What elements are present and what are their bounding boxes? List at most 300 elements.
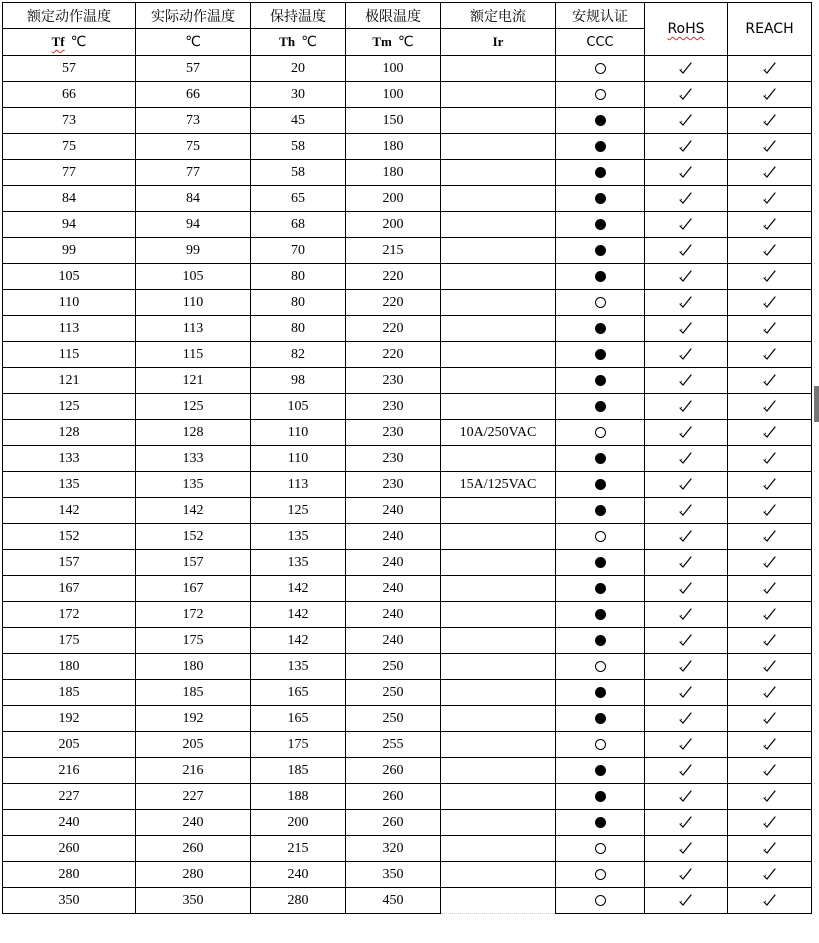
filled-circle-icon xyxy=(595,271,606,282)
filled-circle-icon xyxy=(595,557,606,568)
current-rating-cell xyxy=(441,56,556,82)
checkmark-icon xyxy=(678,191,694,205)
rohs-cell xyxy=(645,758,728,784)
current-rating-cell xyxy=(441,680,556,706)
current-rating-cell xyxy=(441,810,556,836)
checkmark-icon xyxy=(762,581,778,595)
limit-temp-cell: 230 xyxy=(346,446,441,472)
hold-temp-cell: 80 xyxy=(251,316,346,342)
current-rating-cell xyxy=(441,602,556,628)
current-rating-cell xyxy=(441,888,556,914)
spec-table xyxy=(2,2,812,914)
ccc-cell xyxy=(556,446,645,472)
actual-temp-cell: 240 xyxy=(136,810,251,836)
checkmark-icon xyxy=(762,87,778,101)
table-row xyxy=(3,368,812,394)
limit-temp-cell: 230 xyxy=(346,394,441,420)
table-row xyxy=(3,82,812,108)
actual-temp-cell: 142 xyxy=(136,498,251,524)
reach-cell xyxy=(728,108,812,134)
limit-temp-cell: 240 xyxy=(346,576,441,602)
checkmark-icon xyxy=(762,295,778,309)
ccc-cell xyxy=(556,82,645,108)
checkmark-icon xyxy=(678,399,694,413)
reach-cell xyxy=(728,498,812,524)
tf-cell: 94 xyxy=(3,212,136,238)
hold-temp-cell: 58 xyxy=(251,134,346,160)
reach-cell xyxy=(728,446,812,472)
ccc-cell xyxy=(556,680,645,706)
filled-circle-icon xyxy=(595,401,606,412)
checkmark-icon xyxy=(762,399,778,413)
actual-temp-cell: 125 xyxy=(136,394,251,420)
hold-temp-cell: 165 xyxy=(251,680,346,706)
tf-cell: 57 xyxy=(3,56,136,82)
current-rating-cell xyxy=(441,628,556,654)
ccc-cell xyxy=(556,108,645,134)
rohs-cell xyxy=(645,472,728,498)
hold-temp-cell: 188 xyxy=(251,784,346,810)
actual-temp-cell: 75 xyxy=(136,134,251,160)
header-th xyxy=(251,29,346,56)
hold-temp-cell: 135 xyxy=(251,524,346,550)
filled-circle-icon xyxy=(595,453,606,464)
reach-cell xyxy=(728,862,812,888)
reach-cell xyxy=(728,784,812,810)
checkmark-icon xyxy=(678,529,694,543)
ccc-cell xyxy=(556,316,645,342)
current-rating-cell xyxy=(441,836,556,862)
checkmark-icon xyxy=(762,451,778,465)
limit-temp-cell: 240 xyxy=(346,602,441,628)
tf-unit: ℃ xyxy=(70,34,87,50)
actual-temp-cell: 157 xyxy=(136,550,251,576)
rohs-cell xyxy=(645,810,728,836)
rohs-cell xyxy=(645,368,728,394)
header-tm xyxy=(346,29,441,56)
checkmark-icon xyxy=(762,373,778,387)
filled-circle-icon xyxy=(595,167,606,178)
tf-cell: 125 xyxy=(3,394,136,420)
actual-temp-cell: 175 xyxy=(136,628,251,654)
checkmark-icon xyxy=(678,711,694,725)
checkmark-icon xyxy=(678,373,694,387)
hold-temp-cell: 135 xyxy=(251,550,346,576)
actual-temp-cell: 66 xyxy=(136,82,251,108)
table-row xyxy=(3,628,812,654)
tf-cell: 157 xyxy=(3,550,136,576)
checkmark-icon xyxy=(762,217,778,231)
checkmark-icon xyxy=(678,581,694,595)
current-rating-cell xyxy=(441,160,556,186)
hold-temp-cell: 82 xyxy=(251,342,346,368)
table-row xyxy=(3,160,812,186)
hold-temp-cell: 68 xyxy=(251,212,346,238)
checkmark-icon xyxy=(762,347,778,361)
ccc-cell xyxy=(556,576,645,602)
table-row xyxy=(3,264,812,290)
reach-cell xyxy=(728,160,812,186)
limit-temp-cell: 180 xyxy=(346,134,441,160)
checkmark-icon xyxy=(762,711,778,725)
table-row xyxy=(3,836,812,862)
actual-unit: ℃ xyxy=(185,34,201,50)
filled-circle-icon xyxy=(595,375,606,386)
filled-circle-icon xyxy=(595,219,606,230)
tf-cell: 121 xyxy=(3,368,136,394)
header-safety-cert: 安规认证 xyxy=(556,3,645,29)
checkmark-icon xyxy=(678,685,694,699)
checkmark-icon xyxy=(762,139,778,153)
checkmark-icon xyxy=(678,763,694,777)
rohs-cell xyxy=(645,264,728,290)
checkmark-icon xyxy=(762,789,778,803)
checkmark-icon xyxy=(762,165,778,179)
reach-cell xyxy=(728,810,812,836)
rohs-cell xyxy=(645,160,728,186)
tf-cell: 260 xyxy=(3,836,136,862)
actual-temp-cell: 121 xyxy=(136,368,251,394)
open-circle-icon xyxy=(595,739,606,750)
tf-cell: 142 xyxy=(3,498,136,524)
table-row xyxy=(3,394,812,420)
actual-temp-cell: 227 xyxy=(136,784,251,810)
ccc-cell xyxy=(556,368,645,394)
table-row xyxy=(3,420,812,446)
filled-circle-icon xyxy=(595,479,606,490)
checkmark-icon xyxy=(678,113,694,127)
checkmark-icon xyxy=(762,61,778,75)
ccc-cell xyxy=(556,290,645,316)
checkmark-icon xyxy=(762,191,778,205)
current-rating-cell xyxy=(441,784,556,810)
ccc-cell xyxy=(556,888,645,914)
reach-cell xyxy=(728,706,812,732)
reach-cell xyxy=(728,472,812,498)
checkmark-icon xyxy=(678,737,694,751)
reach-cell xyxy=(728,576,812,602)
current-rating-cell xyxy=(441,290,556,316)
current-rating-cell xyxy=(441,862,556,888)
checkmark-icon xyxy=(678,425,694,439)
hold-temp-cell: 185 xyxy=(251,758,346,784)
tm-unit: ℃ xyxy=(397,34,414,50)
hold-temp-cell: 142 xyxy=(251,602,346,628)
ccc-cell xyxy=(556,732,645,758)
ccc-cell xyxy=(556,524,645,550)
ccc-cell xyxy=(556,56,645,82)
hold-temp-cell: 125 xyxy=(251,498,346,524)
open-circle-icon xyxy=(595,297,606,308)
tf-cell: 128 xyxy=(3,420,136,446)
table-row xyxy=(3,810,812,836)
current-rating-cell xyxy=(441,368,556,394)
table-row xyxy=(3,784,812,810)
hold-temp-cell: 98 xyxy=(251,368,346,394)
checkmark-icon xyxy=(678,477,694,491)
hold-temp-cell: 70 xyxy=(251,238,346,264)
tf-cell: 185 xyxy=(3,680,136,706)
filled-circle-icon xyxy=(595,817,606,828)
header-hold-temp: 保持温度 xyxy=(251,3,346,29)
ccc-cell xyxy=(556,550,645,576)
rohs-cell xyxy=(645,706,728,732)
hold-temp-cell: 58 xyxy=(251,160,346,186)
open-circle-icon xyxy=(595,869,606,880)
actual-temp-cell: 185 xyxy=(136,680,251,706)
header-rohs xyxy=(645,3,728,56)
tf-cell: 99 xyxy=(3,238,136,264)
table-row xyxy=(3,550,812,576)
reach-cell xyxy=(728,628,812,654)
reach-cell xyxy=(728,420,812,446)
ccc-cell xyxy=(556,706,645,732)
table-row xyxy=(3,186,812,212)
open-circle-icon xyxy=(595,661,606,672)
actual-temp-cell: 99 xyxy=(136,238,251,264)
open-circle-icon xyxy=(595,89,606,100)
checkmark-icon xyxy=(762,607,778,621)
checkmark-icon xyxy=(762,659,778,673)
hold-temp-cell: 142 xyxy=(251,628,346,654)
reach-cell xyxy=(728,316,812,342)
current-rating-cell xyxy=(441,706,556,732)
rohs-cell xyxy=(645,628,728,654)
tf-cell: 152 xyxy=(3,524,136,550)
header-tf xyxy=(3,29,136,56)
hold-temp-cell: 142 xyxy=(251,576,346,602)
filled-circle-icon xyxy=(595,323,606,334)
ccc-cell xyxy=(556,498,645,524)
th-label: Th xyxy=(279,34,296,49)
tf-label: Tf xyxy=(51,34,65,49)
tm-label: Tm xyxy=(372,34,392,49)
ccc-cell xyxy=(556,394,645,420)
current-rating-cell xyxy=(441,394,556,420)
actual-temp-cell: 110 xyxy=(136,290,251,316)
actual-temp-cell: 84 xyxy=(136,186,251,212)
reach-cell xyxy=(728,342,812,368)
rohs-cell xyxy=(645,56,728,82)
filled-circle-icon xyxy=(595,765,606,776)
table-row xyxy=(3,446,812,472)
reach-cell xyxy=(728,238,812,264)
filled-circle-icon xyxy=(595,609,606,620)
current-rating-cell xyxy=(441,498,556,524)
rohs-cell xyxy=(645,524,728,550)
current-rating-cell xyxy=(441,758,556,784)
limit-temp-cell: 260 xyxy=(346,810,441,836)
tf-cell: 240 xyxy=(3,810,136,836)
rohs-cell xyxy=(645,732,728,758)
limit-temp-cell: 215 xyxy=(346,238,441,264)
table-row xyxy=(3,732,812,758)
filled-circle-icon xyxy=(595,245,606,256)
hold-temp-cell: 110 xyxy=(251,446,346,472)
header-ccc: CCC xyxy=(556,29,645,56)
tf-cell: 172 xyxy=(3,602,136,628)
rohs-cell xyxy=(645,680,728,706)
current-rating-cell xyxy=(441,732,556,758)
rohs-cell xyxy=(645,394,728,420)
rohs-cell xyxy=(645,186,728,212)
actual-temp-cell: 172 xyxy=(136,602,251,628)
current-rating-cell xyxy=(441,212,556,238)
actual-temp-cell: 180 xyxy=(136,654,251,680)
filled-circle-icon xyxy=(595,141,606,152)
limit-temp-cell: 230 xyxy=(346,368,441,394)
actual-temp-cell: 105 xyxy=(136,264,251,290)
actual-temp-cell: 280 xyxy=(136,862,251,888)
tf-cell: 105 xyxy=(3,264,136,290)
table-row xyxy=(3,342,812,368)
reach-cell xyxy=(728,836,812,862)
checkmark-icon xyxy=(762,529,778,543)
filled-circle-icon xyxy=(595,115,606,126)
checkmark-icon xyxy=(762,763,778,777)
ccc-cell xyxy=(556,758,645,784)
filled-circle-icon xyxy=(595,505,606,516)
header-ir: Ir xyxy=(441,29,556,56)
checkmark-icon xyxy=(678,61,694,75)
current-rating-cell xyxy=(441,524,556,550)
filled-circle-icon xyxy=(595,687,606,698)
reach-cell xyxy=(728,394,812,420)
checkmark-icon xyxy=(678,815,694,829)
checkmark-icon xyxy=(762,269,778,283)
ccc-cell xyxy=(556,472,645,498)
limit-temp-cell: 100 xyxy=(346,82,441,108)
actual-temp-cell: 77 xyxy=(136,160,251,186)
actual-temp-cell: 260 xyxy=(136,836,251,862)
hold-temp-cell: 105 xyxy=(251,394,346,420)
actual-temp-cell: 94 xyxy=(136,212,251,238)
hold-temp-cell: 113 xyxy=(251,472,346,498)
table-row xyxy=(3,56,812,82)
tf-cell: 113 xyxy=(3,316,136,342)
checkmark-icon xyxy=(678,607,694,621)
rohs-cell xyxy=(645,316,728,342)
checkmark-icon xyxy=(678,87,694,101)
current-rating-cell xyxy=(441,446,556,472)
header-limit-temp: 极限温度 xyxy=(346,3,441,29)
reach-cell xyxy=(728,82,812,108)
table-row xyxy=(3,472,812,498)
reach-cell xyxy=(728,56,812,82)
ccc-cell xyxy=(556,134,645,160)
actual-temp-cell: 135 xyxy=(136,472,251,498)
table-row xyxy=(3,576,812,602)
checkmark-icon xyxy=(762,893,778,907)
table-row xyxy=(3,654,812,680)
actual-temp-cell: 205 xyxy=(136,732,251,758)
rohs-cell xyxy=(645,342,728,368)
filled-circle-icon xyxy=(595,635,606,646)
limit-temp-cell: 320 xyxy=(346,836,441,862)
actual-temp-cell: 113 xyxy=(136,316,251,342)
limit-temp-cell: 260 xyxy=(346,758,441,784)
tf-cell: 216 xyxy=(3,758,136,784)
tf-cell: 167 xyxy=(3,576,136,602)
rohs-cell xyxy=(645,550,728,576)
checkmark-icon xyxy=(762,425,778,439)
hold-temp-cell: 45 xyxy=(251,108,346,134)
filled-circle-icon xyxy=(595,349,606,360)
limit-temp-cell: 230 xyxy=(346,420,441,446)
table-row xyxy=(3,316,812,342)
header-reach: REACH xyxy=(728,3,812,56)
checkmark-icon xyxy=(678,165,694,179)
ccc-cell xyxy=(556,186,645,212)
header-actual-unit xyxy=(136,29,251,56)
checkmark-icon xyxy=(762,841,778,855)
checkmark-icon xyxy=(762,867,778,881)
actual-temp-cell: 133 xyxy=(136,446,251,472)
hold-temp-cell: 215 xyxy=(251,836,346,862)
ccc-cell xyxy=(556,862,645,888)
reach-cell xyxy=(728,888,812,914)
hold-temp-cell: 65 xyxy=(251,186,346,212)
rohs-cell xyxy=(645,212,728,238)
ccc-cell xyxy=(556,212,645,238)
rohs-cell xyxy=(645,862,728,888)
rohs-cell xyxy=(645,446,728,472)
rohs-label: RoHS xyxy=(667,21,705,37)
limit-temp-cell: 250 xyxy=(346,654,441,680)
table-row xyxy=(3,888,812,914)
hold-temp-cell: 135 xyxy=(251,654,346,680)
current-rating-cell xyxy=(441,264,556,290)
checkmark-icon xyxy=(762,737,778,751)
tf-cell: 192 xyxy=(3,706,136,732)
limit-temp-cell: 260 xyxy=(346,784,441,810)
current-rating-cell: 10A/250VAC xyxy=(441,420,556,446)
header-rated-temp: 额定动作温度 xyxy=(3,3,136,29)
table-row xyxy=(3,602,812,628)
table-row xyxy=(3,706,812,732)
checkmark-icon xyxy=(678,867,694,881)
limit-temp-cell: 240 xyxy=(346,628,441,654)
hold-temp-cell: 80 xyxy=(251,290,346,316)
checkmark-icon xyxy=(678,295,694,309)
open-circle-icon xyxy=(595,895,606,906)
current-rating-cell xyxy=(441,134,556,160)
current-rating-cell xyxy=(441,576,556,602)
tf-cell: 135 xyxy=(3,472,136,498)
table-row xyxy=(3,238,812,264)
reach-cell xyxy=(728,212,812,238)
tf-cell: 350 xyxy=(3,888,136,914)
limit-temp-cell: 220 xyxy=(346,264,441,290)
side-edge-mark xyxy=(814,386,819,422)
reach-cell xyxy=(728,654,812,680)
table-row xyxy=(3,498,812,524)
rohs-cell xyxy=(645,420,728,446)
reach-cell xyxy=(728,524,812,550)
actual-temp-cell: 128 xyxy=(136,420,251,446)
current-rating-cell xyxy=(441,82,556,108)
actual-temp-cell: 73 xyxy=(136,108,251,134)
open-circle-icon xyxy=(595,427,606,438)
table-row xyxy=(3,758,812,784)
limit-temp-cell: 250 xyxy=(346,706,441,732)
limit-temp-cell: 250 xyxy=(346,680,441,706)
reach-cell xyxy=(728,186,812,212)
checkmark-icon xyxy=(762,321,778,335)
actual-temp-cell: 350 xyxy=(136,888,251,914)
limit-temp-cell: 230 xyxy=(346,472,441,498)
tf-cell: 115 xyxy=(3,342,136,368)
